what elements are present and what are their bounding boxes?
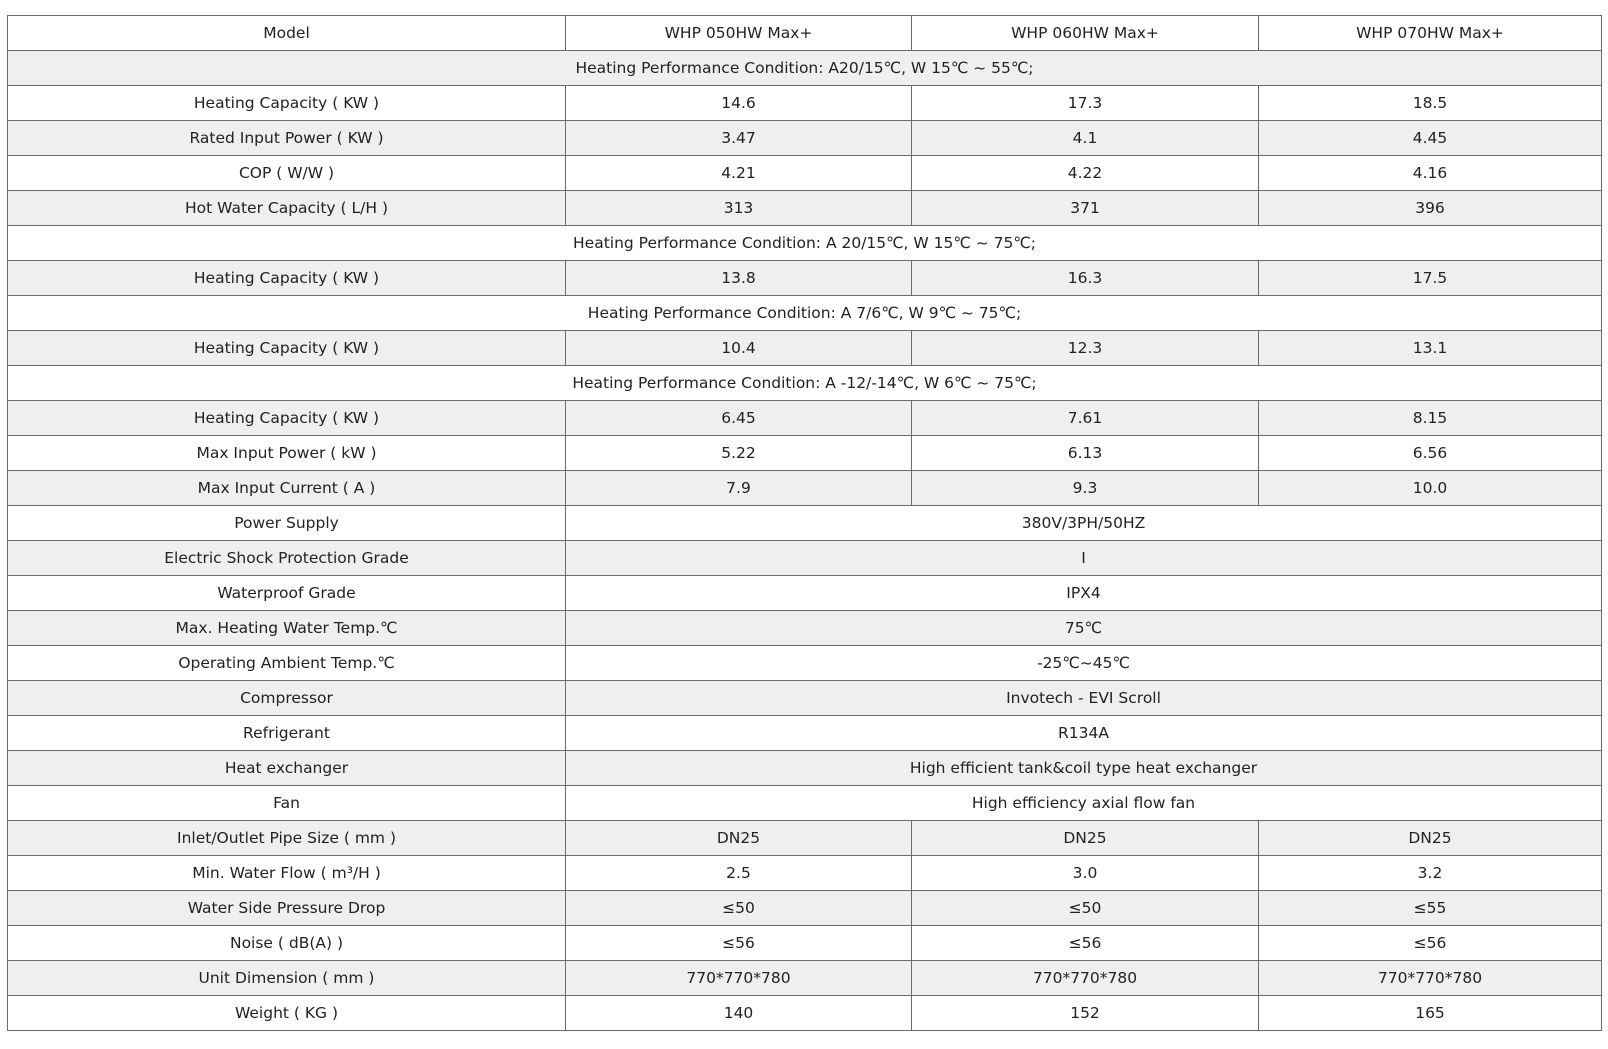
- table-row: [8, 961, 1602, 996]
- row-label: Noise ( dB(A) ): [8, 926, 566, 961]
- row-label: Hot Water Capacity ( L/H ): [8, 191, 566, 226]
- table-row: [8, 821, 1602, 856]
- cell-value: ≤55: [1259, 891, 1602, 926]
- section-row: [8, 226, 1602, 261]
- header-model: WHP 070HW Max+: [1259, 16, 1602, 51]
- table-row: [8, 261, 1602, 296]
- cell-value: ≤56: [1259, 926, 1602, 961]
- row-label: Electric Shock Protection Grade: [8, 541, 566, 576]
- row-label: Heating Capacity ( KW ): [8, 86, 566, 121]
- row-label: Water Side Pressure Drop: [8, 891, 566, 926]
- table-row: [8, 681, 1602, 716]
- shared-value: Invotech - EVI Scroll: [566, 681, 1602, 716]
- row-label: Heating Capacity ( KW ): [8, 401, 566, 436]
- row-label: Max Input Power ( kW ): [8, 436, 566, 471]
- section-row: [8, 51, 1602, 86]
- shared-value: 75℃: [566, 611, 1602, 646]
- shared-value: I: [566, 541, 1602, 576]
- header-model: WHP 060HW Max+: [912, 16, 1259, 51]
- cell-value: 371: [912, 191, 1259, 226]
- section-row: [8, 296, 1602, 331]
- table-row: [8, 86, 1602, 121]
- row-label: COP ( W/W ): [8, 156, 566, 191]
- cell-value: 770*770*780: [566, 961, 912, 996]
- table-row: [8, 751, 1602, 786]
- cell-value: ≤50: [566, 891, 912, 926]
- table-row: [8, 646, 1602, 681]
- cell-value: 6.45: [566, 401, 912, 436]
- row-label: Inlet/Outlet Pipe Size ( mm ): [8, 821, 566, 856]
- cell-value: 12.3: [912, 331, 1259, 366]
- cell-value: 313: [566, 191, 912, 226]
- cell-value: 396: [1259, 191, 1602, 226]
- header-model: WHP 050HW Max+: [566, 16, 912, 51]
- shared-value: -25℃~45℃: [566, 646, 1602, 681]
- cell-value: ≤56: [566, 926, 912, 961]
- shared-value: 380V/3PH/50HZ: [566, 506, 1602, 541]
- row-label: Heating Capacity ( KW ): [8, 331, 566, 366]
- header-label: Model: [8, 16, 566, 51]
- cell-value: 3.0: [912, 856, 1259, 891]
- cell-value: ≤50: [912, 891, 1259, 926]
- cell-value: 6.13: [912, 436, 1259, 471]
- cell-value: 3.2: [1259, 856, 1602, 891]
- cell-value: 165: [1259, 996, 1602, 1031]
- cell-value: 9.3: [912, 471, 1259, 506]
- row-label: Fan: [8, 786, 566, 821]
- cell-value: DN25: [566, 821, 912, 856]
- cell-value: 10.0: [1259, 471, 1602, 506]
- cell-value: 4.21: [566, 156, 912, 191]
- cell-value: 4.16: [1259, 156, 1602, 191]
- table-row: [8, 611, 1602, 646]
- row-label: Weight ( KG ): [8, 996, 566, 1031]
- cell-value: 13.8: [566, 261, 912, 296]
- cell-value: DN25: [912, 821, 1259, 856]
- cell-value: ≤56: [912, 926, 1259, 961]
- cell-value: 4.1: [912, 121, 1259, 156]
- table-row: [8, 786, 1602, 821]
- table-row: [8, 576, 1602, 611]
- table-row: [8, 996, 1602, 1031]
- row-label: Power Supply: [8, 506, 566, 541]
- section-heading: Heating Performance Condition: A 20/15℃, W 15℃ ~ 75℃;: [8, 226, 1602, 261]
- row-label: Waterproof Grade: [8, 576, 566, 611]
- table-row: [8, 401, 1602, 436]
- shared-value: IPX4: [566, 576, 1602, 611]
- cell-value: 18.5: [1259, 86, 1602, 121]
- cell-value: 14.6: [566, 86, 912, 121]
- row-label: Rated Input Power ( KW ): [8, 121, 566, 156]
- table-row: [8, 156, 1602, 191]
- table-row: [8, 926, 1602, 961]
- spec-table-body: [8, 16, 1602, 1031]
- table-row: [8, 331, 1602, 366]
- table-row: [8, 541, 1602, 576]
- cell-value: 140: [566, 996, 912, 1031]
- row-label: Min. Water Flow ( m³/H ): [8, 856, 566, 891]
- row-label: Refrigerant: [8, 716, 566, 751]
- table-row: [8, 856, 1602, 891]
- shared-value: High efficient tank&coil type heat exchanger: [566, 751, 1602, 786]
- header-row: [8, 16, 1602, 51]
- cell-value: 17.5: [1259, 261, 1602, 296]
- cell-value: 13.1: [1259, 331, 1602, 366]
- row-label: Operating Ambient Temp.℃: [8, 646, 566, 681]
- table-row: [8, 891, 1602, 926]
- cell-value: 17.3: [912, 86, 1259, 121]
- row-label: Heat exchanger: [8, 751, 566, 786]
- section-heading: Heating Performance Condition: A -12/-14℃, W 6℃ ~ 75℃;: [8, 366, 1602, 401]
- cell-value: 8.15: [1259, 401, 1602, 436]
- table-row: [8, 716, 1602, 751]
- row-label: Max. Heating Water Temp.℃: [8, 611, 566, 646]
- cell-value: 3.47: [566, 121, 912, 156]
- row-label: Max Input Current ( A ): [8, 471, 566, 506]
- table-row: [8, 471, 1602, 506]
- section-heading: Heating Performance Condition: A20/15℃, W 15℃ ~ 55℃;: [8, 51, 1602, 86]
- cell-value: 10.4: [566, 331, 912, 366]
- cell-value: 6.56: [1259, 436, 1602, 471]
- row-label: Unit Dimension ( mm ): [8, 961, 566, 996]
- table-row: [8, 191, 1602, 226]
- cell-value: 7.61: [912, 401, 1259, 436]
- cell-value: 4.22: [912, 156, 1259, 191]
- spec-table: [7, 15, 1602, 1031]
- row-label: Heating Capacity ( KW ): [8, 261, 566, 296]
- cell-value: 2.5: [566, 856, 912, 891]
- section-heading: Heating Performance Condition: A 7/6℃, W 9℃ ~ 75℃;: [8, 296, 1602, 331]
- cell-value: 7.9: [566, 471, 912, 506]
- cell-value: 152: [912, 996, 1259, 1031]
- table-row: [8, 436, 1602, 471]
- cell-value: 16.3: [912, 261, 1259, 296]
- table-row: [8, 121, 1602, 156]
- cell-value: 770*770*780: [912, 961, 1259, 996]
- cell-value: 770*770*780: [1259, 961, 1602, 996]
- cell-value: 4.45: [1259, 121, 1602, 156]
- cell-value: 5.22: [566, 436, 912, 471]
- shared-value: R134A: [566, 716, 1602, 751]
- section-row: [8, 366, 1602, 401]
- cell-value: DN25: [1259, 821, 1602, 856]
- row-label: Compressor: [8, 681, 566, 716]
- table-row: [8, 506, 1602, 541]
- shared-value: High efficiency axial flow fan: [566, 786, 1602, 821]
